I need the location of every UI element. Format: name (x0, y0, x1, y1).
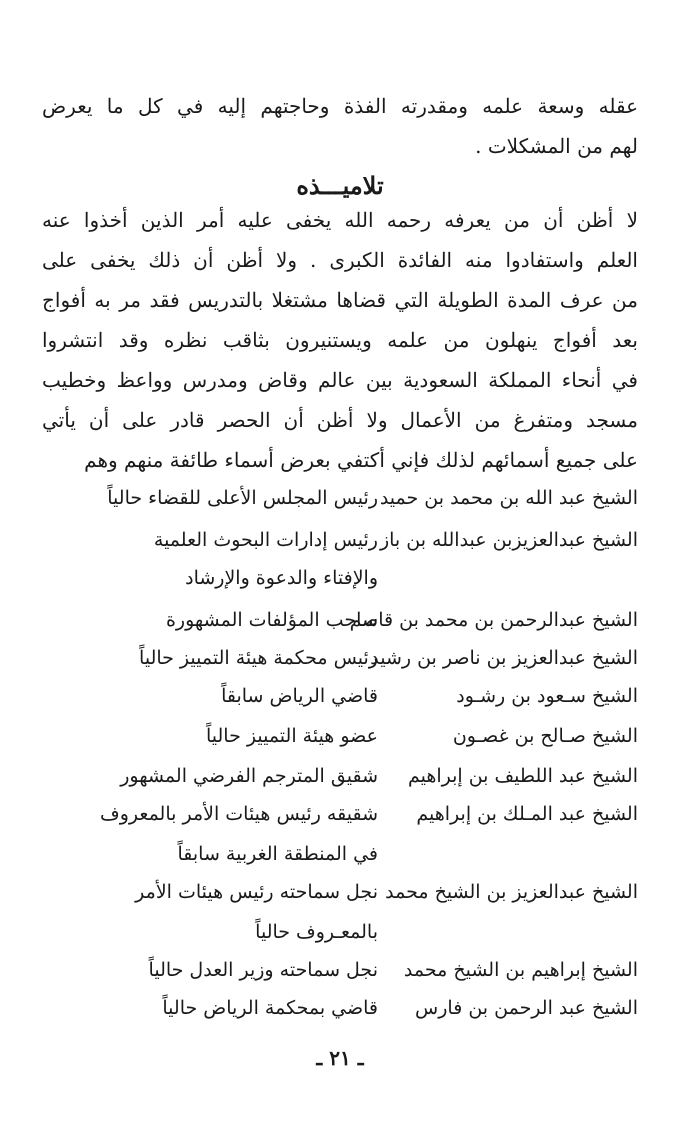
student-row (42, 988, 638, 1028)
student-row (42, 716, 638, 756)
intro-paragraph (42, 86, 638, 166)
student-description: عضو هيئة التمييز حالياً (205, 725, 378, 747)
student-name: الشيخ عبدالرحمن بن محمد بن قاسم (349, 609, 638, 631)
student-description: رئيس المجلس الأعلى للقضاء حالياً (107, 487, 378, 509)
student-name: الشيخ صـالح بن غصـون (452, 725, 638, 747)
student-row (42, 676, 638, 716)
student-row (42, 600, 638, 640)
student-description: قاضي الرياض سابقاً (221, 685, 378, 707)
text-line: في أنحاء المملكة السعودية بين عالم وقاض ومدرس وواعظ وخطيب (42, 368, 638, 392)
text-line: بعد أفواج ينهلون من علمه ويستنيرون بثاقب نظره وقد انتشروا (42, 328, 638, 352)
student-description: نجل سماحته رئيس هيئات الأمر (135, 881, 378, 903)
student-description: نجل سماحته وزير العدل حالياً (148, 959, 378, 981)
student-description: صاحب المؤلفات المشهورة (165, 609, 378, 631)
student-description-continued: بالمعـروف حالياً (255, 921, 378, 943)
text-line: على جميع أسمائهم لذلك فإني أكتفي بعرض أسماء طائفة منهم وهم (84, 448, 638, 472)
student-description: رئيس محكمة هيئة التمييز حالياً (139, 647, 378, 669)
student-description-continued: في المنطقة الغربية سابقاً (177, 843, 378, 865)
text-line: مسجد ومتفرغ من الأعمال ولا أظن أن الحصر قادر على أن يأتي (42, 408, 638, 432)
student-name: الشيخ عبد المـلك بن إبراهيم (416, 803, 638, 825)
text-line: عقله وسعة علمه ومقدرته الفذة وحاجتهم إليه في كل ما يعرض (42, 94, 638, 118)
text-line: لا أظن أن من يعرفه رحمه الله يخفى عليه أمر الذين أخذوا عنه (42, 208, 638, 232)
page-number: ـ ٢١ ـ (316, 1046, 364, 1070)
student-row (42, 756, 638, 796)
student-name: الشيخ عبدالعزيزبن عبدالله بن باز (379, 529, 638, 551)
student-row (42, 794, 638, 834)
student-row (42, 520, 638, 560)
student-name: الشيخ سـعود بن رشـود (456, 685, 638, 707)
body-paragraph (42, 200, 638, 480)
student-name: الشيخ عبد الرحمن بن فارس (415, 997, 638, 1019)
student-row (42, 478, 638, 518)
student-row (42, 950, 638, 990)
student-description: شقيق المترجم الفرضي المشهور (120, 765, 378, 787)
text-line: لهم من المشكلات . (475, 134, 638, 158)
student-description: شقيقه رئيس هيئات الأمر بالمعروف (100, 803, 378, 825)
student-name: الشيخ عبد اللطيف بن إبراهيم (407, 765, 638, 787)
student-name: الشيخ عبدالعزيز بن الشيخ محمد (385, 881, 638, 903)
student-row (42, 872, 638, 912)
student-name: الشيخ عبدالعزيز بن ناصر بن رشيد (370, 647, 638, 669)
student-name: الشيخ عبد الله بن محمد بن حميد (379, 487, 638, 509)
student-row (42, 638, 638, 678)
student-name: الشيخ إبراهيم بن الشيخ محمد (403, 959, 638, 981)
student-description: قاضي بمحكمة الرياض حالياً (162, 997, 378, 1019)
section-heading: تلاميـــذه (296, 171, 384, 200)
student-description: رئيس إدارات البحوث العلمية (153, 529, 378, 551)
text-line: من عرف المدة الطويلة التي قضاها مشتغلا بالتدريس فقد مر به أفواج (42, 288, 638, 312)
student-description-continued: والإفتاء والدعوة والإرشاد (185, 567, 378, 589)
text-line: العلم واستفادوا منه الفائدة الكبرى . ولا أظن أن ذلك يخفى على (42, 248, 638, 272)
